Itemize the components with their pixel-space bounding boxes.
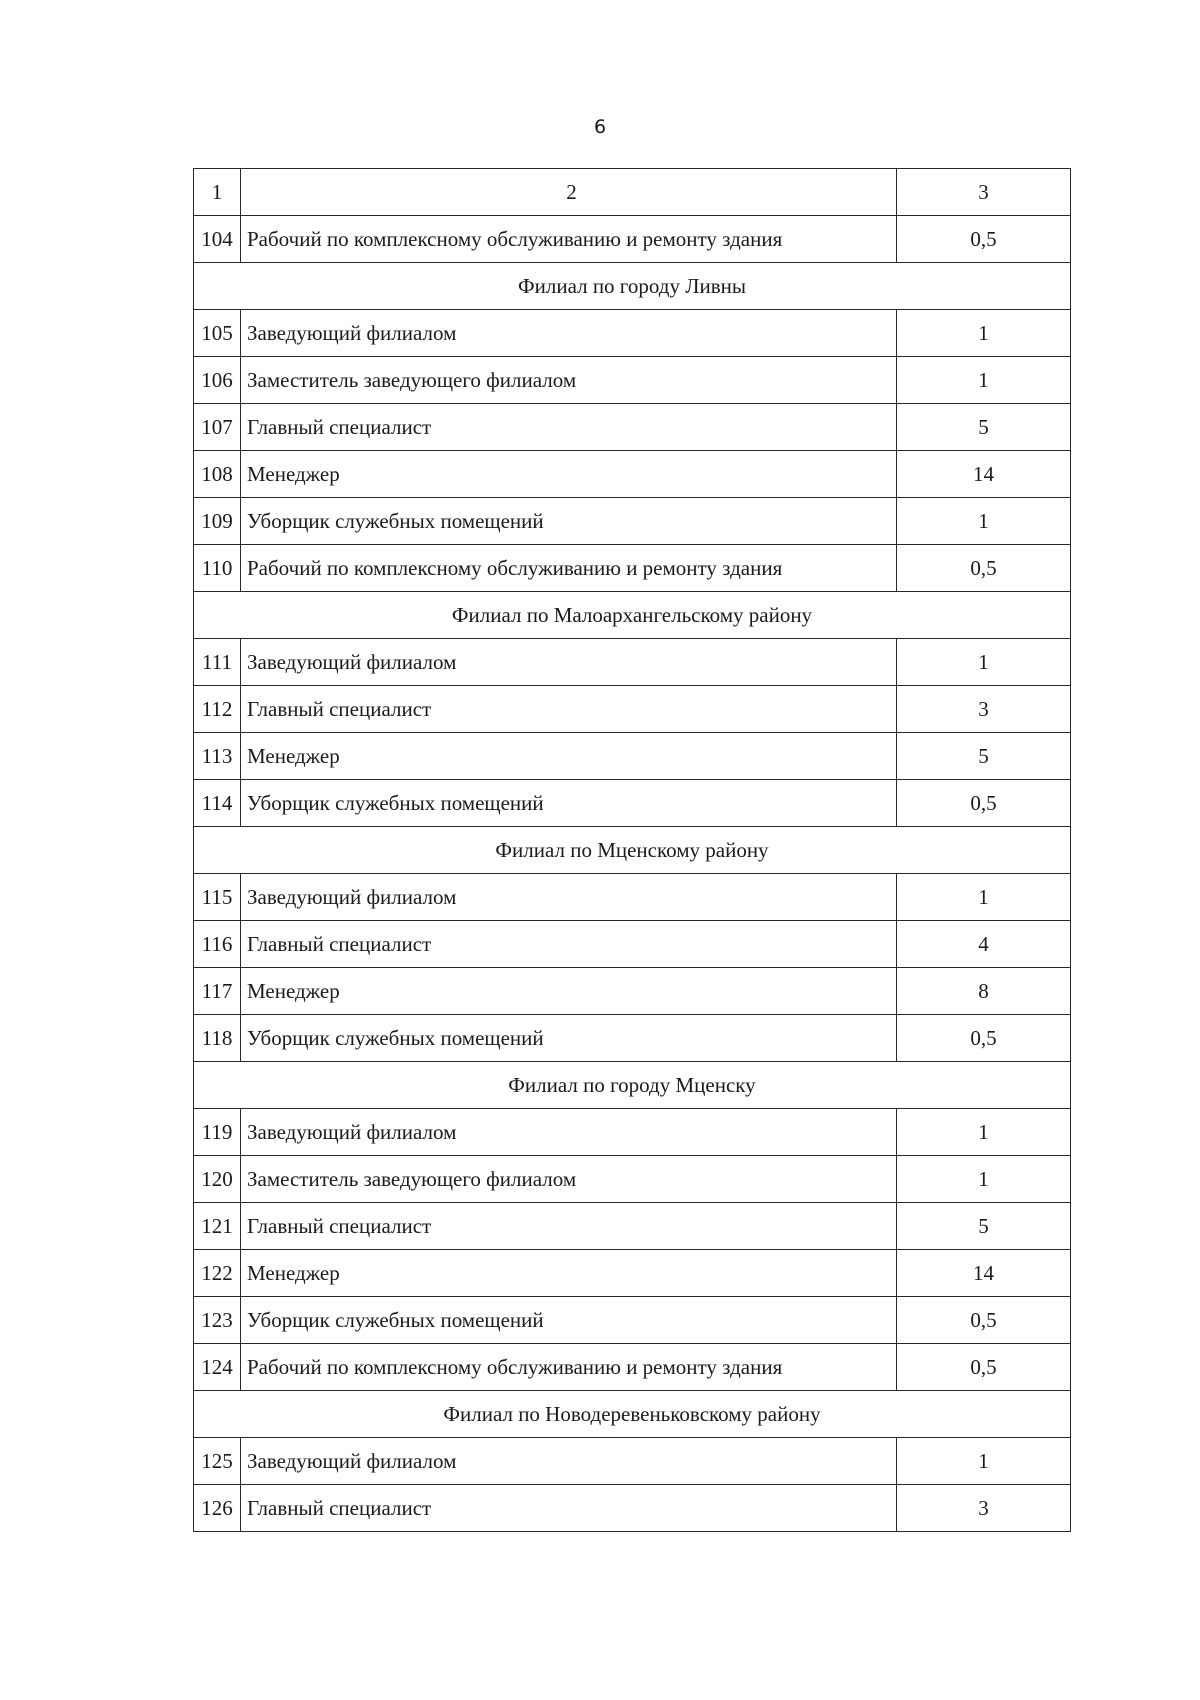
position-name-cell: Рабочий по комплексному обслуживанию и ремонту здания: [241, 216, 897, 263]
table-row: [194, 968, 1071, 1015]
position-name-cell: Главный специалист: [241, 1485, 897, 1532]
quantity-cell: 14: [897, 451, 1071, 498]
table-row: [194, 451, 1071, 498]
header-cell-position: 2: [241, 169, 897, 216]
section-header-row: [194, 1391, 1071, 1438]
quantity-cell: 1: [897, 1109, 1071, 1156]
position-name-cell: Менеджер: [241, 451, 897, 498]
position-name-cell: Заведующий филиалом: [241, 1438, 897, 1485]
table-row: [194, 1109, 1071, 1156]
table-row: [194, 1015, 1071, 1062]
row-number-cell: 123: [194, 1297, 241, 1344]
quantity-cell: 5: [897, 404, 1071, 451]
position-name-cell: Заведующий филиалом: [241, 310, 897, 357]
quantity-cell: 5: [897, 733, 1071, 780]
table-row: [194, 1250, 1071, 1297]
quantity-cell: 0,5: [897, 780, 1071, 827]
section-header-row: [194, 263, 1071, 310]
section-title: Филиал по городу Мценску: [194, 1062, 1071, 1109]
table-row: [194, 1156, 1071, 1203]
section-title: Филиал по Мценскому району: [194, 827, 1071, 874]
section-title: Филиал по городу Ливны: [194, 263, 1071, 310]
quantity-cell: 1: [897, 498, 1071, 545]
table-row: [194, 1297, 1071, 1344]
position-name-cell: Заведующий филиалом: [241, 874, 897, 921]
row-number-cell: 105: [194, 310, 241, 357]
quantity-cell: 1: [897, 1156, 1071, 1203]
table-row: [194, 357, 1071, 404]
position-name-cell: Заведующий филиалом: [241, 639, 897, 686]
row-number-cell: 126: [194, 1485, 241, 1532]
quantity-cell: 0,5: [897, 1344, 1071, 1391]
position-name-cell: Заместитель заведующего филиалом: [241, 357, 897, 404]
table-row: [194, 639, 1071, 686]
table-row: [194, 686, 1071, 733]
table-header-row: [194, 169, 1071, 216]
position-name-cell: Рабочий по комплексному обслуживанию и ремонту здания: [241, 545, 897, 592]
table-body: [194, 169, 1071, 1532]
row-number-cell: 113: [194, 733, 241, 780]
position-name-cell: Главный специалист: [241, 921, 897, 968]
table-row: [194, 216, 1071, 263]
row-number-cell: 106: [194, 357, 241, 404]
table-row: [194, 545, 1071, 592]
position-name-cell: Менеджер: [241, 733, 897, 780]
header-cell-quantity: 3: [897, 169, 1071, 216]
position-name-cell: Главный специалист: [241, 404, 897, 451]
quantity-cell: 0,5: [897, 545, 1071, 592]
section-title: Филиал по Новодеревеньковскому району: [194, 1391, 1071, 1438]
row-number-cell: 107: [194, 404, 241, 451]
table-row: [194, 1485, 1071, 1532]
row-number-cell: 121: [194, 1203, 241, 1250]
table-row: [194, 404, 1071, 451]
row-number-cell: 118: [194, 1015, 241, 1062]
table-row: [194, 498, 1071, 545]
page-number: 6: [593, 116, 607, 138]
row-number-cell: 122: [194, 1250, 241, 1297]
row-number-cell: 110: [194, 545, 241, 592]
header-cell-number: 1: [194, 169, 241, 216]
position-name-cell: Главный специалист: [241, 1203, 897, 1250]
position-name-cell: Рабочий по комплексному обслуживанию и ремонту здания: [241, 1344, 897, 1391]
row-number-cell: 120: [194, 1156, 241, 1203]
quantity-cell: 14: [897, 1250, 1071, 1297]
quantity-cell: 3: [897, 686, 1071, 733]
table-row: [194, 1203, 1071, 1250]
staff-table: [193, 168, 1071, 1532]
quantity-cell: 1: [897, 1438, 1071, 1485]
quantity-cell: 0,5: [897, 216, 1071, 263]
table-row: [194, 733, 1071, 780]
position-name-cell: Уборщик служебных помещений: [241, 498, 897, 545]
table-row: [194, 310, 1071, 357]
quantity-cell: 3: [897, 1485, 1071, 1532]
row-number-cell: 125: [194, 1438, 241, 1485]
table-row: [194, 780, 1071, 827]
row-number-cell: 116: [194, 921, 241, 968]
row-number-cell: 115: [194, 874, 241, 921]
quantity-cell: 0,5: [897, 1015, 1071, 1062]
quantity-cell: 5: [897, 1203, 1071, 1250]
row-number-cell: 117: [194, 968, 241, 1015]
quantity-cell: 0,5: [897, 1297, 1071, 1344]
row-number-cell: 124: [194, 1344, 241, 1391]
position-name-cell: Менеджер: [241, 1250, 897, 1297]
row-number-cell: 104: [194, 216, 241, 263]
row-number-cell: 111: [194, 639, 241, 686]
section-header-row: [194, 827, 1071, 874]
row-number-cell: 112: [194, 686, 241, 733]
table-row: [194, 1438, 1071, 1485]
quantity-cell: 1: [897, 310, 1071, 357]
section-title: Филиал по Малоархангельскому району: [194, 592, 1071, 639]
position-name-cell: Заместитель заведующего филиалом: [241, 1156, 897, 1203]
position-name-cell: Уборщик служебных помещений: [241, 780, 897, 827]
quantity-cell: 1: [897, 639, 1071, 686]
position-name-cell: Уборщик служебных помещений: [241, 1297, 897, 1344]
position-name-cell: Главный специалист: [241, 686, 897, 733]
row-number-cell: 108: [194, 451, 241, 498]
quantity-cell: 1: [897, 874, 1071, 921]
section-header-row: [194, 1062, 1071, 1109]
quantity-cell: 8: [897, 968, 1071, 1015]
row-number-cell: 119: [194, 1109, 241, 1156]
table-row: [194, 921, 1071, 968]
row-number-cell: 114: [194, 780, 241, 827]
quantity-cell: 1: [897, 357, 1071, 404]
table-row: [194, 874, 1071, 921]
quantity-cell: 4: [897, 921, 1071, 968]
table-row: [194, 1344, 1071, 1391]
position-name-cell: Уборщик служебных помещений: [241, 1015, 897, 1062]
position-name-cell: Менеджер: [241, 968, 897, 1015]
position-name-cell: Заведующий филиалом: [241, 1109, 897, 1156]
row-number-cell: 109: [194, 498, 241, 545]
section-header-row: [194, 592, 1071, 639]
